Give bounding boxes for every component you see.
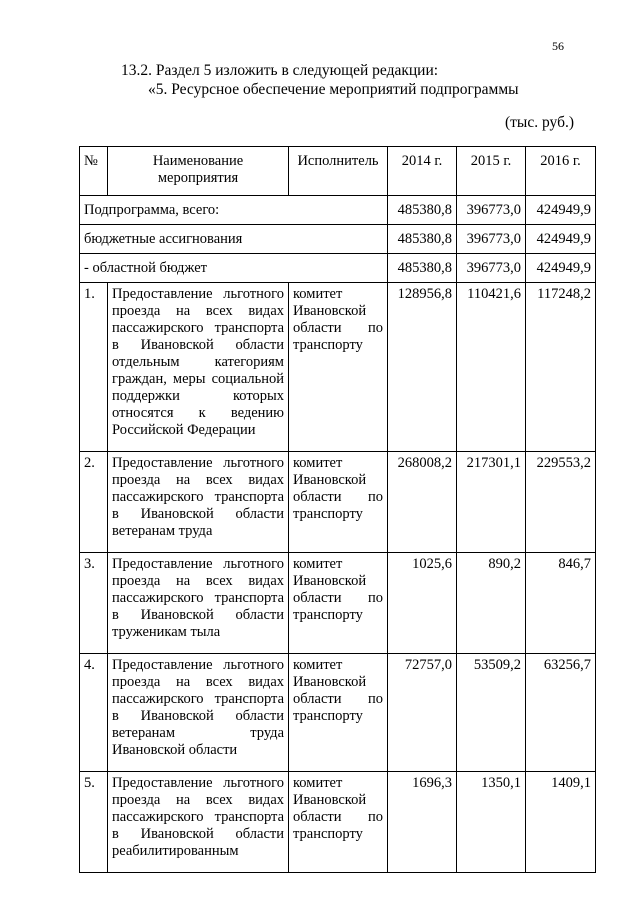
item-executor: комитет Ивановской области по транспорту <box>289 654 388 772</box>
section-amendment-text: 13.2. Раздел 5 изложить в следующей редакции: <box>121 62 439 79</box>
item-2015: 890,2 <box>457 553 526 654</box>
header-2016: 2016 г. <box>526 147 596 196</box>
item-2016: 846,7 <box>526 553 596 654</box>
item-2015: 217301,1 <box>457 452 526 553</box>
summary-2014: 485380,8 <box>388 196 457 225</box>
item-executor: комитет Ивановской области по транспорту <box>289 452 388 553</box>
page-number: 56 <box>552 39 564 53</box>
summary-2014: 485380,8 <box>388 225 457 254</box>
summary-2014: 485380,8 <box>388 254 457 283</box>
summary-label: Подпрограмма, всего: <box>80 196 388 225</box>
summary-row-budget <box>80 225 596 254</box>
item-name: Предоставление льготного проезда на всех видах пассажирского транспорта в Ивановской области ветеранам труда Ивановской области <box>108 654 289 772</box>
table-header-row <box>80 147 596 196</box>
table-row <box>80 283 596 452</box>
item-2016: 229553,2 <box>526 452 596 553</box>
summary-row-regional <box>80 254 596 283</box>
item-executor: комитет Ивановской области по транспорту <box>289 553 388 654</box>
item-2014: 268008,2 <box>388 452 457 553</box>
summary-label: - областной бюджет <box>80 254 388 283</box>
item-name: Предоставление льготного проезда на всех видах пассажирского транспорта в Ивановской области реабилитированным <box>108 772 289 873</box>
summary-row-total <box>80 196 596 225</box>
item-2014: 128956,8 <box>388 283 457 452</box>
item-2015: 53509,2 <box>457 654 526 772</box>
summary-label: бюджетные ассигнования <box>80 225 388 254</box>
summary-2015: 396773,0 <box>457 196 526 225</box>
header-num: № <box>80 147 108 196</box>
item-2016: 1409,1 <box>526 772 596 873</box>
table-row <box>80 654 596 772</box>
item-name: Предоставление льготного проезда на всех видах пассажирского транспорта в Ивановской области труженикам тыла <box>108 553 289 654</box>
item-2014: 1696,3 <box>388 772 457 873</box>
summary-2015: 396773,0 <box>457 225 526 254</box>
item-number: 2. <box>80 452 108 553</box>
item-number: 1. <box>80 283 108 452</box>
summary-2015: 396773,0 <box>457 254 526 283</box>
item-2015: 1350,1 <box>457 772 526 873</box>
item-2014: 1025,6 <box>388 553 457 654</box>
table-row <box>80 553 596 654</box>
section-title: «5. Ресурсное обеспечение мероприятий подпрограммы <box>148 81 519 98</box>
resource-table <box>79 146 596 873</box>
header-name: Наименование мероприятия <box>108 147 289 196</box>
item-2015: 110421,6 <box>457 283 526 452</box>
header-2015: 2015 г. <box>457 147 526 196</box>
item-name: Предоставление льготного проезда на всех видах пассажирского транспорта в Ивановской области отдельным категориям граждан, меры социальной поддержки которых относятся к ведению Российской Федерации <box>108 283 289 452</box>
item-name: Предоставление льготного проезда на всех видах пассажирского транспорта в Ивановской области ветеранам труда <box>108 452 289 553</box>
summary-2016: 424949,9 <box>526 196 596 225</box>
units-label: (тыс. руб.) <box>505 114 574 131</box>
item-number: 4. <box>80 654 108 772</box>
item-number: 5. <box>80 772 108 873</box>
item-number: 3. <box>80 553 108 654</box>
header-executor: Исполнитель <box>289 147 388 196</box>
item-executor: комитет Ивановской области по транспорту <box>289 772 388 873</box>
item-2016: 117248,2 <box>526 283 596 452</box>
summary-2016: 424949,9 <box>526 254 596 283</box>
table-row <box>80 772 596 873</box>
item-executor: комитет Ивановской области по транспорту <box>289 283 388 452</box>
table-row <box>80 452 596 553</box>
header-2014: 2014 г. <box>388 147 457 196</box>
item-2016: 63256,7 <box>526 654 596 772</box>
item-2014: 72757,0 <box>388 654 457 772</box>
summary-2016: 424949,9 <box>526 225 596 254</box>
